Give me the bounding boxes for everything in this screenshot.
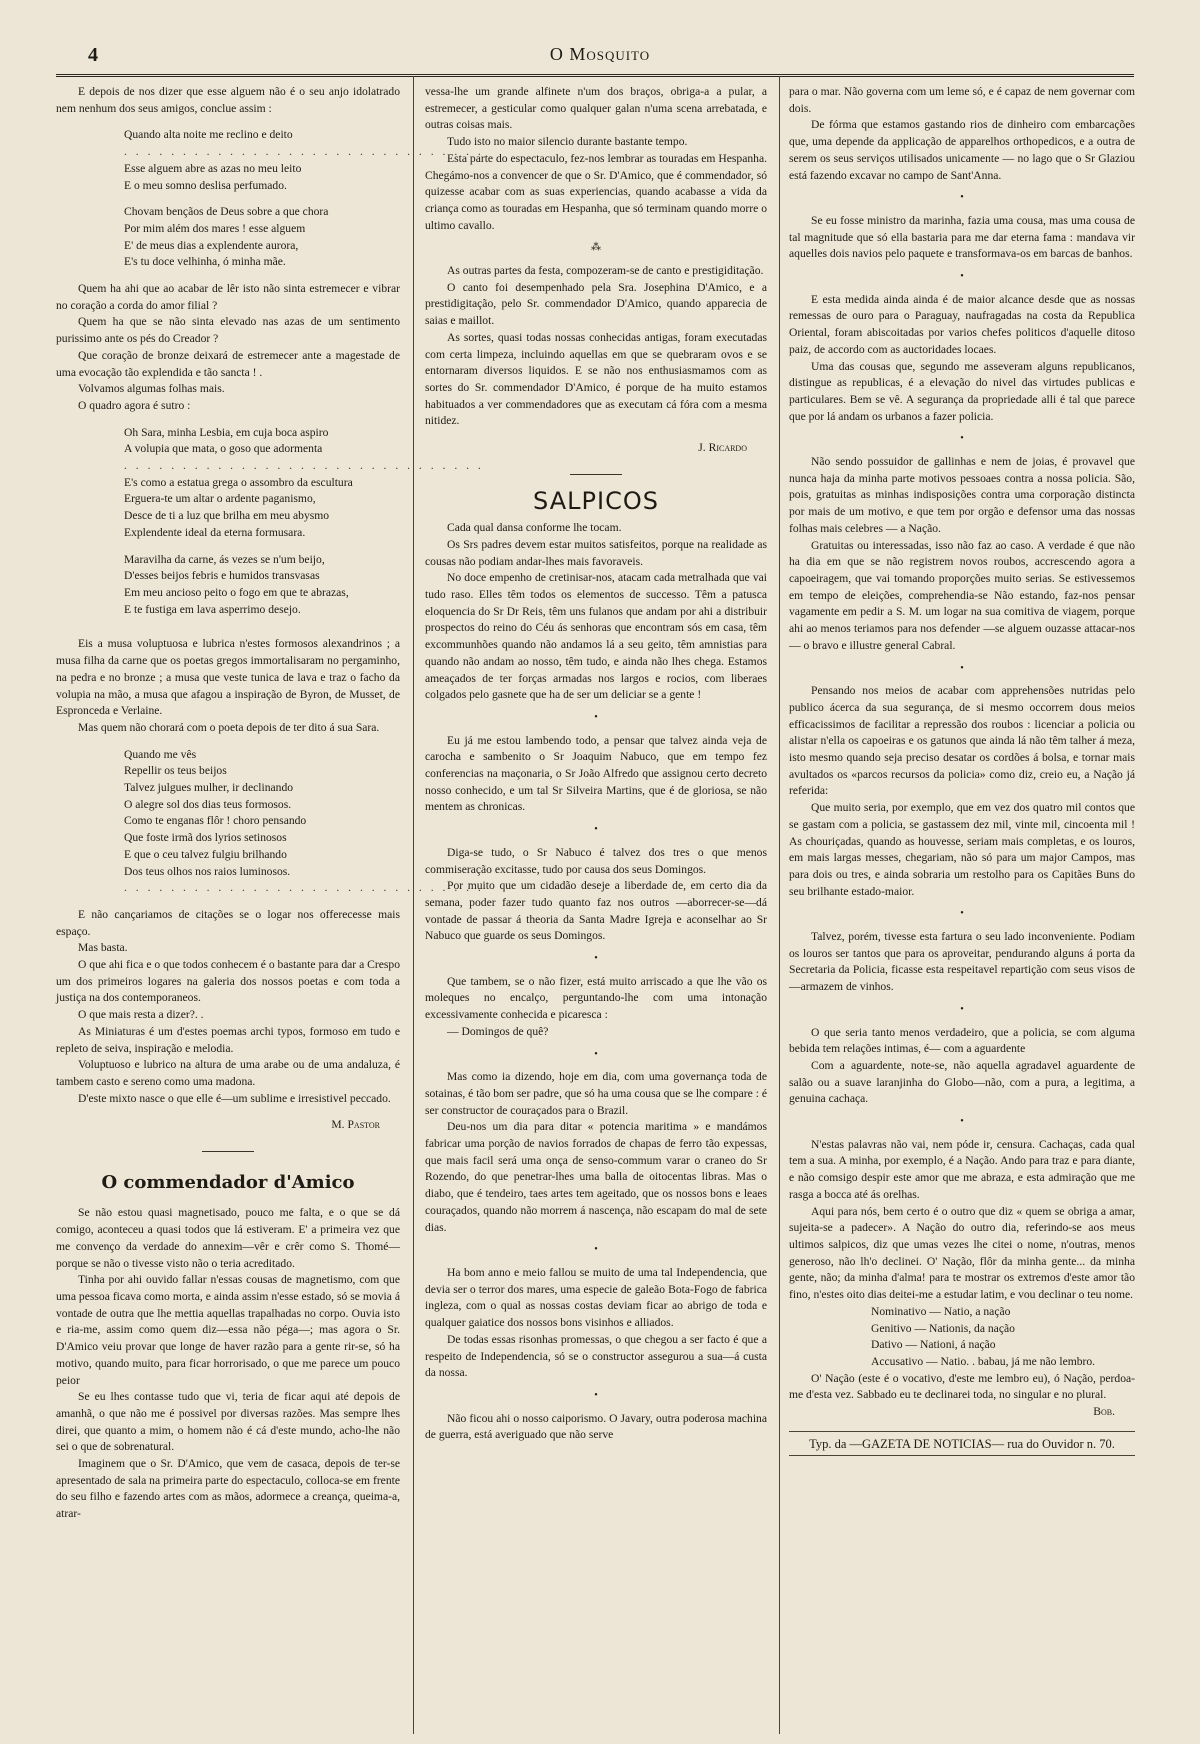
paragraph: Quem ha que se não sinta elevado nas azas de um sentimento purissimo ante os pés do Creador ? <box>56 315 400 346</box>
verse-line: E' de meus dias a explendente aurora, <box>124 238 299 252</box>
paragraph: Mas como ia dizendo, hoje em dia, com uma governança toda de sotainas, é tão bom ser padre, que só ha uma cousa que se lhe compare : é ser constructor de couraçados para o Brazil. <box>425 1070 767 1117</box>
paragraph: Se não estou quasi magnetisado, pouco me falta, e o que se dá comigo, aconteceu a quasi todos que lá estiveram. E' a primeira vez que me convenço da verdade do annexim—vêr e crêr como S. Thomé— porque se não o tivesse visto não o teria acreditado. <box>56 1206 400 1270</box>
paragraph: As outras partes da festa, compozeram-se de canto e prestigiditação. <box>447 264 764 278</box>
paragraph: Eu já me estou lambendo todo, a pensar que talvez ainda veja de carocha e sambenito o Sr Joaquim Nabuco, que em tempo fez conferencias na maçonaria, o Sr João Alfredo que assignou certo decreto nosso conhecido, e um tal Sr Silveira Martins, que é de gloriosa, se não mentem as chronicas. <box>425 733 767 814</box>
paragraph: Diga-se tudo, o Sr Nabuco é talvez dos tres o que menos commiseração excitasse, tudo por causa dos seus Domingos. <box>425 845 767 876</box>
paragraph: As Miniaturas é um d'estes poemas archi typos, formoso em tudo e repleto de seiva, inspiração e melodia. <box>56 1024 400 1055</box>
verse-line: E o meu somno deslisa perfumado. <box>124 178 287 192</box>
section-bullet: • <box>960 433 964 445</box>
paragraph: As sortes, quasi todas nossas conhecidas antigas, foram executadas com certa limpeza, incluindo aquellas em que se quebraram ovos e se entornaram diversos liquidos. E se não nos enthusiasmamos com as sortes do Sr. commendador D'Amico, é porque de ha muito estamos habituados a ver commendadores que as executam cá fóra com a mesma nitidez. <box>425 330 767 428</box>
section-bullet: • <box>960 1116 964 1128</box>
paragraph: Deu-nos um dia para ditar « potencia maritima » e mandámos fabricar uma porção de navios forrados de chapas de ferro tão expessas, que mais facil será uma onça de senso-commum varar o craneo do Sr Rozendo, do que penetrar-lhes uma balla de oitocentas libras. Mas o diabo, que é tendeiro, taes artes tem ageitado, que os nossos bons e leaes couraçados, quando não morrem á nascença, não escapam do mal de sete dias. <box>425 1120 767 1234</box>
declension-line: Accusativo — Natio. . babau, já me não lembro. <box>871 1354 1096 1368</box>
verse-line: D'esses beijos febris e humidos transvasas <box>124 569 320 583</box>
declension-line: Genitivo — Nationis, da nação <box>871 1321 1015 1335</box>
section-bullet: • <box>594 824 598 836</box>
verse-line: Maravilha da carne, ás vezes se n'um beijo, <box>124 552 325 566</box>
paragraph: Se eu lhes contasse tudo que vi, teria de ficar aqui até depois de amanhã, o que não me é possivel por diversas razões. Mas sempre lhes direi, que quanto a mim, o homem não é cá d'este mundo, acho-lhe não sei o que de sobrenatural. <box>56 1390 400 1454</box>
verse-line: Chovam bençãos de Deus sobre a que chora <box>124 205 329 219</box>
column-1 <box>56 84 484 1732</box>
paragraph: E depois de nos dizer que esse alguem não é o seu anjo idolatrado nem nenhum dos seus amigos, conclue assim : <box>56 85 400 115</box>
asterism-divider: ⁂ <box>591 242 601 254</box>
paragraph: Mas quem não chorará com o poeta depois de ter dito á sua Sara. <box>78 720 380 734</box>
section-bullet: • <box>960 662 964 674</box>
paragraph: Eis a musa voluptuosa e lubrica n'estes formosos alexandrinos ; a musa filha da carne que os poetas gregos immortalisaram no pergaminho, na pedra e no bronze ; a musa que veste tunica de lava e traz o facho da volupia na mão, a musa que afagou a inspiração de Byron, de Musset, de Espronceda e Verlaine. <box>56 637 400 718</box>
section-bullet: • <box>960 908 964 920</box>
paragraph: Ha bom anno e meio fallou se muito de uma tal Independencia, que devia ser o terror dos mares, uma especie de galeão Bota-Fogo de fabrica ingleza, com o qual as nossas costas deviam ficar ao abrigo de toda e qualquer gaiatice dos nossos bons visinhos e alliados. <box>425 1266 767 1330</box>
article-heading: SALPICOS <box>533 487 659 516</box>
paragraph: O' Nação (este é o vocativo, d'este me lembro eu), ó Nação, perdoa-me d'esta vez. Sabbado eu te declinarei toda, no singular e no plural. <box>789 1371 1135 1402</box>
paragraph: para o mar. Não governa com um leme só, e é capaz de nem governar com dois. <box>789 85 1135 115</box>
paragraph: De fórma que estamos gastando rios de dinheiro com embarcações que, uma depende da applicação de apparelhos orthopedicos, e a outra de serem os seus serviços utilisados unicamente — no lago que o Sr Glaziou está fazendo excavar no campo de Sant'Anna. <box>789 118 1135 182</box>
signature: J. Ricardo <box>698 441 747 455</box>
ellipsis-line: . . . . . . . . . . . . . . . . . . . . . . . . . . . . . . . <box>124 881 484 895</box>
paragraph: O que mais resta a dizer?. . <box>78 1008 204 1022</box>
verse-line: Desce de ti a luz que brilha em meu abysmo <box>124 509 330 523</box>
printer-imprint: Typ. da —GAZETA DE NOTICIAS— rua do Ouvidor n. 70. <box>789 1431 1135 1457</box>
verse-line: Por mim além dos mares ! esse alguem <box>124 221 306 235</box>
verse-line: Talvez julgues mulher, ir declinando <box>124 781 294 795</box>
signature: M. Pastor <box>331 1118 380 1132</box>
paragraph: Cada qual dansa conforme lhe tocam. <box>447 521 622 535</box>
paragraph: Aqui para nós, bem certo é o outro que diz « quem se obriga a amar, sujeita-se a padecer». A Nação do outro dia, referindo-se aos meus ultimos salpicos, diz que umas vezes lhe citei o nome, n'outras, menos generoso, não lh'o declinei. O' Nação, flôr da minha gente... da minha gente, não; da minha d'alma! para te mostrar os extremos d'este amor tão fino, n'estes oito dias deitei-me a estudar latim, e vou declinar o teu nome. <box>789 1204 1135 1302</box>
declension-line: Nominativo — Natio, a nação <box>871 1304 1011 1318</box>
verse-line: Quando me vês <box>124 747 197 761</box>
ellipsis-line: . . . . . . . . . . . . . . . . . . . . . . . . . . . . . . . <box>124 459 484 473</box>
paragraph: Com a aguardente, note-se, não aquella agradavel aguardente de salão ou a suave laranjinha do Globo—não, com a pura, a legitima, a genuina cachaça. <box>789 1058 1135 1106</box>
verse-line: E's como a estatua grega o assombro da escultura <box>124 475 353 489</box>
verse-line: Que foste irmã dos lyrios setinosos <box>124 831 287 845</box>
paragraph: vessa-lhe um grande alfinete n'um dos braços, obriga-a a pular, a estremecer, a gesticular como qualquer galan n'uma scena arrebatada, e outras coisas mais. <box>425 85 767 132</box>
paragraph: Se eu fosse ministro da marinha, fazia uma cousa, mas uma cousa de tal magnitude que só ella bastaria para me dar eterna fama : mandava vir aquelles dois navios pelo paquete e transformava-os em barcas de banhos. <box>789 213 1135 261</box>
verse-line: E's tu doce velhinha, ó minha mãe. <box>124 255 286 269</box>
paragraph: No doce empenho de cretinisar-nos, atacam cada metralhada que vai tudo raso. Elles têm todos os elementos de successo. Têm a patusca eloquencia do Sr Dr Reis, têm uns fulanos que andam por ahi a distribuir prospectos do reino do Céu ás senhoras que encontram sós em casa, têm excommunhões quando não andamos lá a seu geito, têm amnistias para quando não andam ao nosso, têm tudo, e ainda não lhes chega. Estamos ameaçados de ter forças armadas nos largos e rocios, com liberaes colgados pelo gasnete que ha de ser um deliciar se a gente ! <box>425 571 767 702</box>
verse-line: Repellir os teus beijos <box>124 764 227 778</box>
paragraph: O que seria tanto menos verdadeiro, que a policia, se com alguma bebida tem relações intimas, é— com a aguardente <box>789 1025 1135 1056</box>
paragraph: Voluptuoso e lubrico na altura de uma arabe ou de uma andaluza, é tambem casto e sereno como uma madona. <box>56 1058 400 1088</box>
column-rule-1 <box>413 76 414 1734</box>
paragraph: O quadro agora é sutro : <box>78 398 191 412</box>
paragraph: Tudo isto no maior silencio durante bastante tempo. <box>447 135 688 149</box>
paragraph: Quem ha ahi que ao acabar de lêr isto não sinta estremecer e vibrar no coração a corda do amor filial ? <box>56 282 400 312</box>
signature: Bob. <box>1093 1405 1115 1419</box>
paragraph: Que muito seria, por exemplo, que em vez dos quatro mil contos que se gastam com a policia, se gastassem dez mil, vinte mil, cincoenta mil ! As chouriçadas, quando as houvesse, seriam mais completas, e os louros, em mais largas messes, chegariam, não só para um major Campos, mas para dois ou tres, e ainda sobraria um restolho para os Capitães Buns do seu brilhante estado-maior. <box>789 801 1135 898</box>
paragraph: Não ficou ahi o nosso caiporismo. O Javary, outra poderosa machina de guerra, está averiguado que não serve <box>425 1411 767 1442</box>
verse-line: Em meu ancioso peito o fogo em que te abrazas, <box>124 585 349 599</box>
paragraph: N'estas palavras não vai, nem póde ir, censura. Cachaças, cada qual tem a sua. A minha, por exemplo, é a Nação. Ando para traz e para diante, e não comsigo despir este amor que me abraza, e esta admiração que me rasga a bocca até ás orelhas. <box>789 1137 1135 1201</box>
verse-line: Explendente ideal da eterna formusara. <box>124 525 306 539</box>
section-bullet: • <box>960 1003 964 1015</box>
top-double-rule <box>56 74 1134 77</box>
section-bullet: • <box>594 1244 598 1256</box>
page-number: 4 <box>88 44 98 66</box>
verse-line: Dos teus olhos nos raios luminosos. <box>124 864 291 878</box>
verse-line: E te fustiga em lava asperrimo desejo. <box>124 602 301 616</box>
verse-line: Quando alta noite me reclino e deito <box>124 128 293 142</box>
masthead: O Mosquito <box>549 44 651 64</box>
section-bullet: • <box>960 192 964 204</box>
column-3 <box>789 84 1135 1732</box>
ornament-divider <box>425 467 767 484</box>
verse-line: Esse alguem abre as azas no meu leito <box>124 161 302 175</box>
verse-line: O alegre sol dos dias teus formosos. <box>124 797 292 811</box>
ellipsis-line: . . . . . . . . . . . . . . . . . . . . . . . . . . . . . . . <box>124 145 484 159</box>
section-bullet: • <box>594 953 598 965</box>
paragraph: Talvez, porém, tivesse esta fartura o seu lado inconveniente. Podiam os louros ser tantos que para os aproveitar, pendurando alguns á porta da Secretaria da Policia, ficasse esta respeitavel repartição com seus visos de—armazem de vinhos. <box>789 930 1135 994</box>
paragraph: Uma das cousas que, segundo me asseveram alguns republicanos, distingue as republicas, é a elevação do nivel das virtudes publicas e particulares. Bem se vê. A segurança da propriedade alli é tal que parece que por lá andam os urbanos a fazer policia. <box>789 359 1135 423</box>
column-2 <box>425 84 767 1732</box>
ornament-divider <box>56 1144 400 1161</box>
article-heading: O commendador d'Amico <box>101 1171 355 1193</box>
paragraph: Os Srs padres devem estar muitos satisfeitos, porque na realidade as cousas não podiam andar-lhes mais favoraveis. <box>425 537 767 568</box>
paragraph: E esta medida ainda ainda é de maior alcance desde que as nossas remessas de ouro para o Paraguay, naufragadas na costa da Republica Oriental, foram abiscoitadas por varios chefes politicos d'aquelle ditoso paiz, de accordo com as auctoridades locaes. <box>789 292 1135 356</box>
paragraph: E não cançariamos de citações se o logar nos offerecesse mais espaço. <box>56 907 400 938</box>
section-bullet: • <box>594 711 598 723</box>
verse-line: Oh Sara, minha Lesbia, em cuja boca aspiro <box>124 425 329 439</box>
paragraph: Que coração de bronze deixará de estremecer ante a magestade de uma evocação tão explendida e tão sancta ! . <box>56 348 400 379</box>
paragraph: D'este mixto nasce o que elle é—um sublime e irresistivel peccado. <box>78 1091 391 1105</box>
paragraph: Tinha por ahi ouvido fallar n'essas cousas de magnetismo, com que uma pessoa ficava como morta, e ainda assim n'esse estado, só se movia á vontade de outra que lhe mettia aquellas trapalhadas no corpo. Ouvia isto e ria-me, assim como quem diz—essa não péga—; mas agora o Sr. D'Amico veiu provar que longe de haver razão para a gente rir-se, só ha motivo, quando muito, para ficar horrorisado, o que me parece um pouco peior <box>56 1273 400 1387</box>
declension-line: Dativo — Nationi, á nação <box>871 1338 996 1352</box>
verse-line: E que o ceu talvez fulgiu brilhando <box>124 847 287 861</box>
paragraph: Mas basta. <box>78 941 128 955</box>
verse-line: Como te enganas flôr ! choro pensando <box>124 814 307 828</box>
paragraph: Gratuitas ou interessadas, isso não faz ao caso. A verdade é que não ha dia em que se não registrem novos roubos, accrescendo agora a capoeiragem, que vai tomando proporções muito serias. Se estivessemos em tempo de eleições, comprehendia-se Não estando, faz-nos pensar vagamente em pedir a S. M. um logar na sua comitiva de viagem, porque ahi ao menos teriamos para nos defender —se alguem ouzasse attacar-nos— o bravo e illustre general Cabral. <box>789 538 1135 652</box>
paragraph: O que ahi fica e o que todos conhecem é o bastante para dar a Crespo um dos primeiros logares na galeria dos nossos poetas e com toda a justiça na dos contemporaneos. <box>56 958 400 1005</box>
paragraph: O canto foi desempenhado pela Sra. Josephina D'Amico, e a prestidigitação, pelo Sr. commendador D'Amico, quando apparecia de saias e maillot. <box>425 280 767 328</box>
paragraph: Pensando nos meios de acabar com apprehensões nutridas pelo publico ácerca da sua segurança, de si mesmo occorrem dous meios efficacissimos de facilitar a repressão dos roubos : licenciar a policia ou alistar n'ella os capoeiras e os gatunos que ainda lá não têm talher á meza, isto mesmo quando seja preciso desatar os cordões á bolsa, e tornar mais avultados os «parcos recursos da policia» como diz, creio eu, a Nação já referida: <box>789 684 1135 798</box>
section-bullet: • <box>960 271 964 283</box>
section-bullet: • <box>594 1389 598 1401</box>
paragraph: — Domingos de quê? <box>447 1024 549 1038</box>
column-rule-2 <box>779 76 780 1734</box>
section-bullet: • <box>594 1048 598 1060</box>
verse-line: A volupia que mata, o goso que adormenta <box>124 442 323 456</box>
paragraph: Que tambem, se o não fizer, está muito arriscado a que lhe vão os moleques no encalço, perguntando-lhe com uma intonação excessivamente conhecida e picaresca : <box>425 974 767 1022</box>
paragraph: Esta parte do espectaculo, fez-nos lembrar as touradas em Hespanha. Chegámo-nos a convencer de que o Sr. D'Amico, que é commendador, só quizesse acabar com as suas experiencias, quando acabasse a vida da criança como as touradas em Hespanha, que só terminam quando morre o ultimo cavallo. <box>425 151 767 232</box>
paragraph: Não sendo possuidor de gallinhas e nem de joias, é provavel que nunca haja da minha parte motivos pessoaes contra a nossa policia. São, pois, gratuitas as minhas indisposições contra uma corporação distincta por mais de um motivo, e que tem por orgão e defensor uma das nossas folhas mais celebres — a Nação. <box>789 455 1135 535</box>
verse-line: Erguera-te um altar o ardente paganismo, <box>124 492 316 506</box>
paragraph: Imaginem que o Sr. D'Amico, que vem de casaca, depois de ter-se apresentado de sala na primeira parte do espectaculo, colloca-se em frente do seu filho e fazendo artes com as mãos, adormece a creança, queima-a, atrar- <box>56 1457 400 1521</box>
paragraph: Por muito que um cidadão deseje a liberdade de, em certo dia da semana, poder fazer tudo quanto faz nos outros —aborrecer-se—dá vontade de passar á theoria da Santa Madre Igreja e aconselhar ao Sr Nabuco que guarde os seus Domingos. <box>425 879 767 943</box>
paragraph: De todas essas risonhas promessas, o que chegou a ser facto é que a respeito de Independencia, só se o constructor assegurou a sua—á custa da nossa. <box>425 1332 767 1380</box>
paragraph: Volvamos algumas folhas mais. <box>78 382 225 396</box>
